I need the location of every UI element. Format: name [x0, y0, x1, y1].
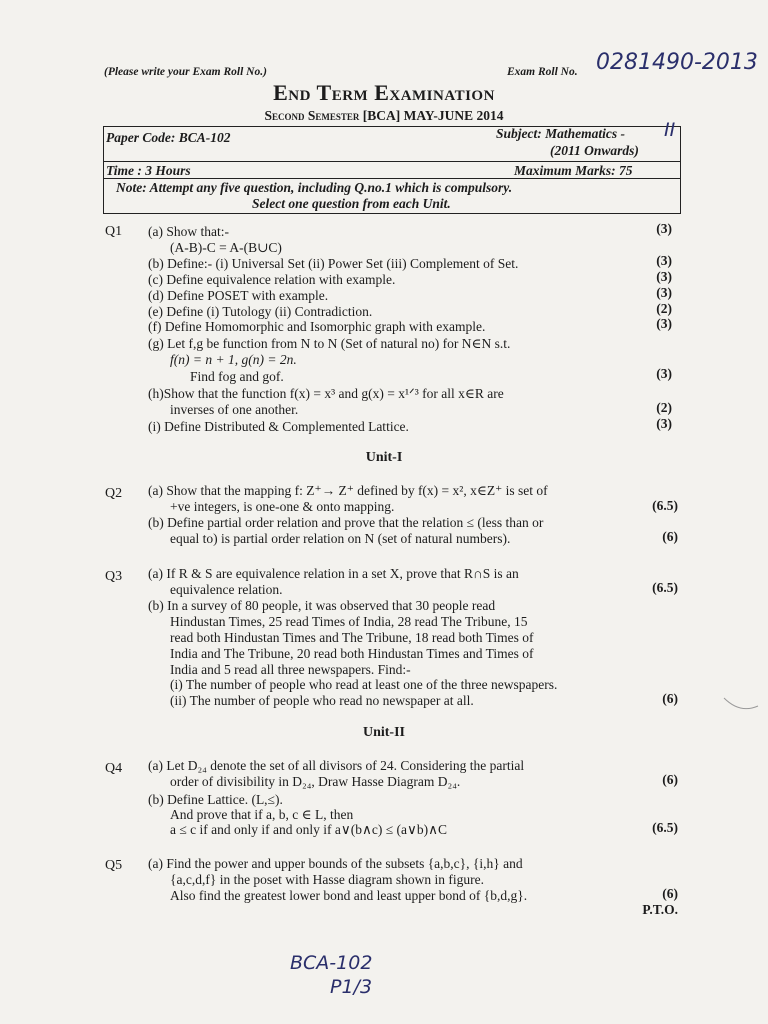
q1-g: (g) Let f,g be function from N to N (Set of natural no) for N∈N s.t. — [148, 336, 511, 351]
q3-b-line-6: (i) The number of people who read at least one of the three newspapers. — [170, 677, 558, 692]
exam-title: End Term Examination — [273, 80, 495, 105]
q3-a-mark: (6.5) — [652, 580, 678, 595]
q1-c: (c) Define equivalence relation with example. — [148, 272, 396, 287]
q3-a-line-1: (a) If R & S are equivalence relation in a set X, prove that R∩S is an — [148, 566, 519, 581]
q3-b-line-5: India and 5 read all three newspapers. Find:- — [170, 662, 411, 677]
q5-a-line-1: (a) Find the power and upper bounds of the subsets {a,b,c}, {i,h} and — [148, 856, 523, 871]
q2-a-line-1: (a) Show that the mapping f: Z⁺→ Z⁺ defined by f(x) = x², x∈Z⁺ is set of — [148, 483, 548, 498]
pto: P.T.O. — [642, 902, 678, 917]
q1-a-mark: (3) — [656, 221, 672, 236]
q2-b-line-1: (b) Define partial order relation and prove that the relation ≤ (less than or — [148, 515, 544, 530]
q1-e-mark: (2) — [656, 301, 672, 316]
header-divider — [103, 161, 681, 162]
q4-a-line-1: (a) Let D₂₄ denote the set of all divisors of 24. Considering the partial — [148, 758, 525, 773]
paper-code: Paper Code: BCA-102 — [106, 130, 231, 145]
q1-b: (b) Define:- (i) Universal Set (ii) Power Set (iii) Complement of Set. — [148, 256, 519, 271]
q1-d-mark: (3) — [656, 285, 672, 300]
q1-b-mark: (3) — [656, 253, 672, 268]
q4-b-line-3: a ≤ c if and only if and only if a∨(b∧c) ≤ (a∨b)∧C — [170, 822, 448, 837]
q1-d: (d) Define POSET with example. — [148, 288, 329, 303]
q5-a-line-3: Also find the greatest lower bond and least upper bond of {b,d,g}. — [170, 888, 528, 903]
q3-a-line-2: equivalence relation. — [170, 582, 283, 597]
q3-b-line-1: (b) In a survey of 80 people, it was observed that 30 people read — [148, 598, 496, 613]
q3-b-line-7: (ii) The number of people who read no newspaper at all. — [170, 693, 474, 708]
q1-e: (e) Define (i) Tutology (ii) Contradiction. — [148, 304, 373, 319]
q3-b-line-4: India and The Tribune, 20 read both Hindustan Times and Times of — [170, 646, 534, 661]
q1-g-mark: (3) — [656, 366, 672, 381]
q1-h-line-2: inverses of one another. — [170, 402, 299, 417]
exam-subtitle: Second Semester [BCA] MAY-JUNE 2014 — [264, 108, 504, 123]
question-number: Q4 — [105, 761, 123, 776]
unit-heading: Unit-II — [362, 725, 405, 740]
q2-a-line-2: +ve integers, is one-one & onto mapping. — [170, 499, 395, 514]
question-number: Q3 — [105, 569, 123, 584]
q1-f: (f) Define Homomorphic and Isomorphic graph with example. — [148, 319, 486, 334]
q2-b-line-2: equal to) is partial order relation on N (set of natural numbers). — [170, 531, 511, 546]
note-line-1: Note: Attempt any five question, including Q.no.1 which is compulsory. — [116, 180, 513, 195]
scan-mark-icon — [722, 686, 762, 716]
q2-b-mark: (6) — [662, 529, 678, 544]
q4-b-line-2: And prove that if a, b, c ∈ L, then — [170, 807, 354, 822]
q3-b-line-3: read both Hindustan Times and The Tribune, 18 read both Times of — [170, 630, 534, 645]
subject-handwritten: II — [664, 119, 676, 141]
q2-a-mark: (6.5) — [652, 498, 678, 513]
question-number: Q5 — [105, 858, 123, 873]
q5-a-line-2: {a,c,d,f} in the poset with Hasse diagram shown in figure. — [170, 872, 485, 887]
note-line-2: Select one question from each Unit. — [252, 196, 451, 211]
q4-a-mark: (6) — [662, 772, 678, 787]
q3-b-mark: (6) — [662, 691, 678, 706]
handwritten-paper-code: BCA-102 — [290, 952, 373, 974]
time: Time : 3 Hours — [106, 163, 191, 178]
q1-c-mark: (3) — [656, 269, 672, 284]
q1-h-mark: (2) — [656, 400, 672, 415]
q4-b-line-1: (b) Define Lattice. (L,≤). — [148, 792, 283, 807]
roll-label: Exam Roll No. — [507, 66, 578, 78]
question-number: Q1 — [105, 224, 123, 239]
q4-b-mark: (6.5) — [652, 820, 678, 835]
roll-note: (Please write your Exam Roll No.) — [104, 66, 267, 78]
question-number: Q2 — [105, 486, 123, 501]
max-marks: Maximum Marks: 75 — [514, 163, 633, 178]
q1-g-find: Find fog and gof. — [190, 369, 284, 384]
q1-f-mark: (3) — [656, 316, 672, 331]
q3-b-line-2: Hindustan Times, 25 read Times of India, 28 read The Tribune, 15 — [170, 614, 528, 629]
onwards: (2011 Onwards) — [550, 143, 639, 158]
q1-i-mark: (3) — [656, 416, 672, 431]
q4-a-line-2: order of divisibility in D₂₄, Draw Hasse Diagram D₂₄. — [170, 774, 461, 789]
subject: Subject: Mathematics - — [496, 126, 625, 141]
q1-g-expr: f(n) = n + 1, g(n) = 2n. — [170, 352, 297, 367]
q1-a: (a) Show that:- — [148, 224, 229, 239]
q1-a-expr: (A-B)-C = A-(B∪C) — [170, 240, 282, 255]
q1-i: (i) Define Distributed & Complemented Lattice. — [148, 419, 409, 434]
roll-number-handwritten: 0281490-2013 — [596, 50, 758, 75]
unit-heading: Unit-I — [365, 450, 403, 465]
q5-a-mark: (6) — [662, 886, 678, 901]
handwritten-page-number: P1/3 — [330, 976, 373, 998]
q1-h: (h)Show that the function f(x) = x³ and g(x) = x¹ᐟ³ for all x∈R are — [148, 386, 504, 401]
